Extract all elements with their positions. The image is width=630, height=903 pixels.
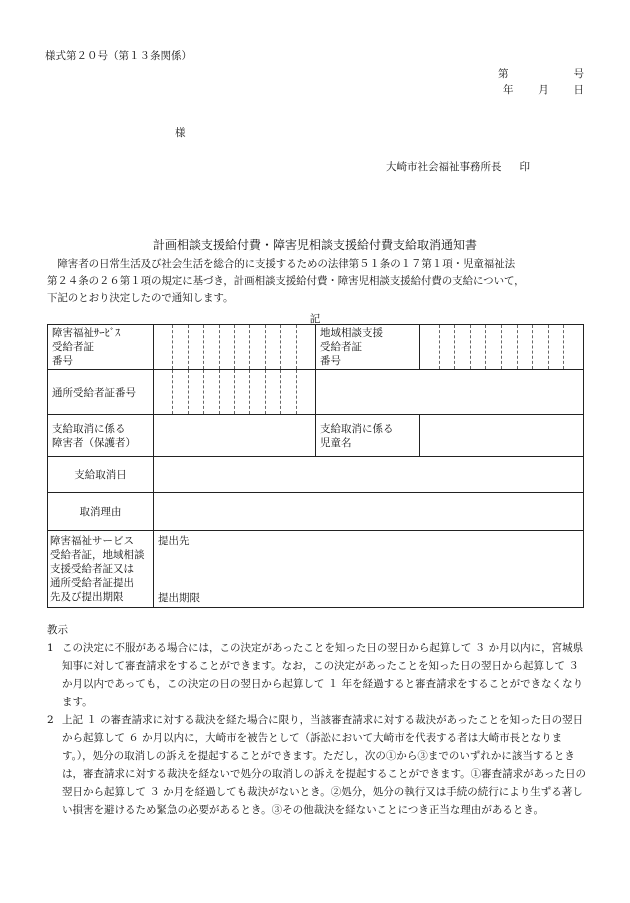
issuer-name: 大崎市社会福祉事務所長 [386, 161, 502, 173]
submission-field[interactable] [154, 531, 584, 608]
label-line: 番号 [52, 355, 73, 367]
label-day-service-cert-number: 通所受給者証番号 [48, 370, 154, 415]
table-row [48, 493, 584, 531]
list-item [47, 711, 587, 819]
table-row [48, 457, 584, 493]
disabled-person-field[interactable] [154, 415, 316, 457]
list-item [47, 639, 587, 711]
number-prefix: 第 [498, 68, 509, 80]
instructions-section [47, 621, 587, 819]
document-title: 計画相談支援給付費・障害児相談支援給付費支給取消通知書 [152, 238, 477, 252]
date-year: 年 [503, 84, 514, 96]
date-month: 月 [538, 84, 549, 96]
deadline-label: 提出期限 [158, 592, 200, 604]
label-disabled-person: 支給取消に係る 障害者（保護者） [48, 415, 154, 457]
item-text: この決定に不服がある場合には，この決定があったことを知った日の翌日から起算して ３ か月以内に，宮城県知事に対して審査請求をすることができます。なお，この決定があったことを知った日の翌日から起算して ３ か月以内であっても，この決定の日の翌日から起算して １ 年を経過すると審査請求をすることができなくなります。 [62, 642, 584, 708]
label-line: 受給者証 [52, 341, 94, 353]
number-suffix: 号 [573, 68, 584, 80]
table-row [48, 415, 584, 457]
day-service-cert-number-input[interactable] [154, 370, 316, 415]
intro-line-1: 障害者の日常生活及び社会生活を総合的に支援するための法律第５１条の１７第１項・児童福祉法 [47, 258, 515, 270]
cancellation-date-field[interactable] [154, 457, 584, 493]
issuer-line [386, 159, 530, 174]
seal-mark: 印 [519, 161, 530, 173]
table-row [48, 325, 584, 370]
cancellation-reason-field[interactable] [154, 493, 584, 531]
intro-line-3: 下記のとおり決定したので通知します。 [47, 292, 234, 304]
date-line [503, 82, 584, 97]
table-row [48, 531, 584, 608]
form-number: 様式第２０号（第１３条関係） [45, 50, 192, 62]
notice-table [47, 324, 584, 608]
instructions-heading: 教示 [47, 624, 68, 636]
label-submission: 障害福祉サービス 受給者証，地域相談 支援受給者証又は 通所受給者証提出 先及び提出期限 [48, 531, 154, 608]
item-number: 1 [47, 642, 54, 654]
intro-paragraph [47, 256, 587, 307]
service-cert-number-input[interactable] [154, 325, 316, 370]
ki-heading: 記 [309, 313, 321, 325]
item-text: 上記 １ の審査請求に対する裁決を経た場合に限り，当該審査請求に対する裁決があったことを知った日の翌日から起算して ６ か月以内に，大崎市を被告として（訴訟において大崎市を代表する者は大崎市長となります。），処分の取消しの訴えを提起することができます。ただし，次の①から③までのいずれかに該当するときは，審査請求に対する裁決を経ないで処分の取消しの訴えを提起することができます。①審査請求があった日の翌日から起算して ３ か月を経過しても裁決がないとき。②処分，処分の執行又は手続の続行により生ずる著しい損害を避けるため緊急の必要があるとき。③その他裁決を経ないことにつき正当な理由があるとき。 [62, 714, 587, 816]
intro-line-2: 第２４条の２６第１項の規定に基づき，計画相談支援給付費・障害児相談支援給付費の支給について， [47, 275, 525, 287]
community-cert-number-input[interactable] [420, 325, 584, 370]
addressee-suffix: 様 [175, 127, 186, 139]
child-name-field[interactable] [420, 415, 584, 457]
document-number-line [498, 66, 584, 81]
label-child-name: 支給取消に係る 児童名 [316, 415, 420, 457]
label-community-cert-number: 地域相談支援 受給者証 番号 [316, 325, 420, 370]
label-service-cert-number: 障害福祉ｻｰﾋﾞｽ 受給者証 番号 [48, 325, 154, 370]
label-cancellation-date: 支給取消日 [48, 457, 154, 493]
empty-cell [316, 370, 584, 415]
item-number: 2 [47, 714, 54, 726]
table-row [48, 370, 584, 415]
label-cancellation-reason: 取消理由 [48, 493, 154, 531]
date-day: 日 [573, 84, 584, 96]
submit-to-label: 提出先 [158, 535, 190, 547]
